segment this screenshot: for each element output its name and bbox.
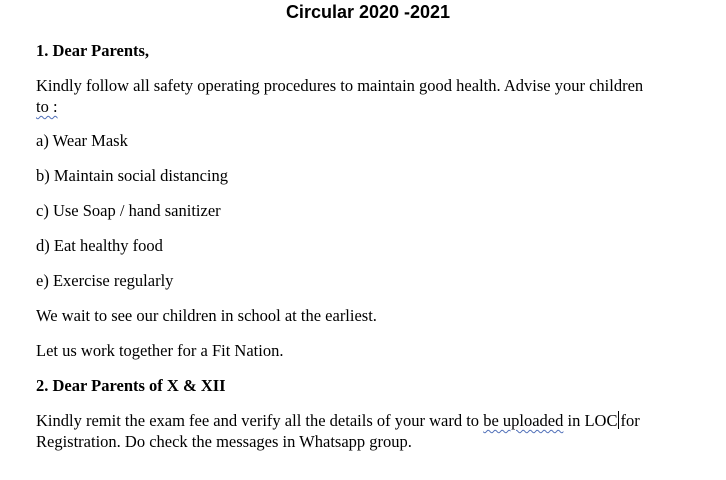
closing-line-2: Let us work together for a Fit Nation. xyxy=(36,341,284,360)
section1-heading: 1. Dear Parents, xyxy=(36,41,150,60)
list-item: c) Use Soap / hand sanitizer xyxy=(36,201,221,220)
section2-text-before: Kindly remit the exam fee and verify all the details of your ward to xyxy=(36,411,484,430)
section2-line1 xyxy=(36,410,714,431)
closing-line-1: We wait to see our children in school at the earliest. xyxy=(36,306,377,325)
list-item: d) Eat healthy food xyxy=(36,236,163,255)
section1-intro-line1: Kindly follow all safety operating procedures to maintain good health. Advise your children xyxy=(36,76,644,95)
section2-text-after: for xyxy=(620,411,640,430)
section2-text-middle: in LOC xyxy=(563,411,618,430)
section2-line2: Registration. Do check the messages in Whatsapp group. xyxy=(36,432,412,451)
circular-title: Circular 2020 -2021 xyxy=(285,2,451,22)
spellcheck-flagged-text[interactable]: to : xyxy=(36,97,58,116)
spellcheck-flagged-text[interactable]: be uploaded xyxy=(483,411,564,430)
list-item: e) Exercise regularly xyxy=(36,271,174,290)
list-item: a) Wear Mask xyxy=(36,131,128,150)
section2-heading: 2. Dear Parents of X & XII xyxy=(36,376,226,395)
list-item: b) Maintain social distancing xyxy=(36,166,228,185)
section1-intro-line2 xyxy=(36,96,714,117)
